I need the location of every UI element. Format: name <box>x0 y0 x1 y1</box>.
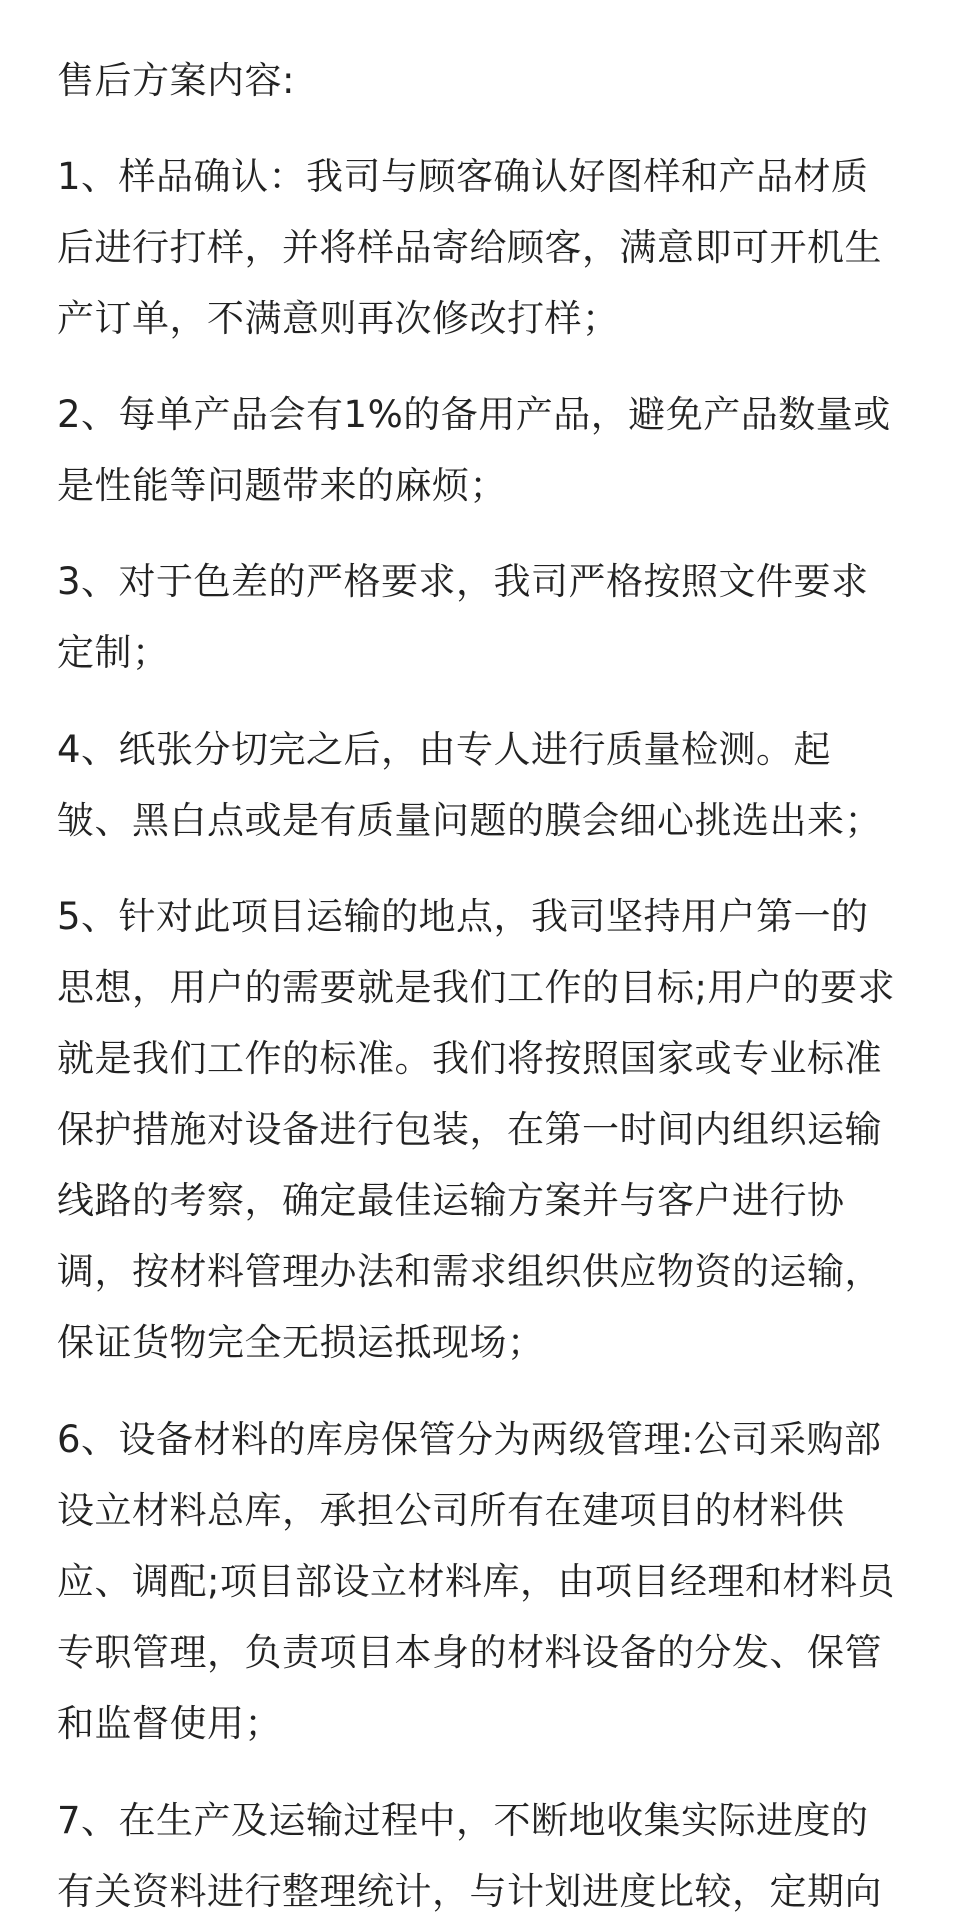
text-line-5-1: 5、针对此项目运输的地点，我司坚持用户第一的 <box>57 895 869 938</box>
text-line-4-1: 4、纸张分切完之后，由专人进行质量检测。起 <box>57 728 832 771</box>
text-line-5-2: 思想，用户的需要就是我们工作的目标;用户的要求 <box>57 966 895 1009</box>
text-line-1-3: 产订单，不满意则再次修改打样； <box>57 297 620 340</box>
text-line-6-3: 应、调配;项目部设立材料库，由项目经理和材料员 <box>57 1560 895 1603</box>
text-line-2-1: 2、每单产品会有1%的备用产品，避免产品数量或 <box>57 393 891 436</box>
text-line-2-2: 是性能等问题带来的麻烦； <box>57 464 507 507</box>
text-line-3-1: 3、对于色差的严格要求，我司严格按照文件要求 <box>57 560 869 603</box>
text-line-7-2: 有关资料进行整理统计，与计划进度比较，定期向 <box>57 1870 882 1913</box>
text-line-1-1: 1、样品确认：我司与顾客确认好图样和产品材质 <box>57 155 869 198</box>
text-line-1-2: 后进行打样，并将样品寄给顾客，满意即可开机生 <box>57 226 882 269</box>
text-line-5-5: 线路的考察，确定最佳运输方案并与客户进行协 <box>57 1179 845 1222</box>
text-line-4-2: 皱、黑白点或是有质量问题的膜会细心挑选出来； <box>57 799 882 842</box>
text-line-3-2: 定制； <box>57 631 170 674</box>
text-line-5-3: 就是我们工作的标准。我们将按照国家或专业标准 <box>57 1037 882 1080</box>
text-line-5-7: 保证货物完全无损运抵现场； <box>57 1321 545 1364</box>
text-line-6-1: 6、设备材料的库房保管分为两级管理:公司采购部 <box>57 1418 882 1461</box>
document-title: 售后方案内容: <box>57 59 295 102</box>
text-line-5-6: 调，按材料管理办法和需求组织供应物资的运输， <box>57 1250 882 1293</box>
text-line-6-5: 和监督使用； <box>57 1702 282 1745</box>
text-line-6-4: 专职管理，负责项目本身的材料设备的分发、保管 <box>57 1631 882 1674</box>
text-line-6-2: 设立材料总库，承担公司所有在建项目的材料供 <box>57 1489 845 1532</box>
text-line-5-4: 保护措施对设备进行包装，在第一时间内组织运输 <box>57 1108 882 1151</box>
text-line-7-1: 7、在生产及运输过程中，不断地收集实际进度的 <box>57 1799 869 1842</box>
